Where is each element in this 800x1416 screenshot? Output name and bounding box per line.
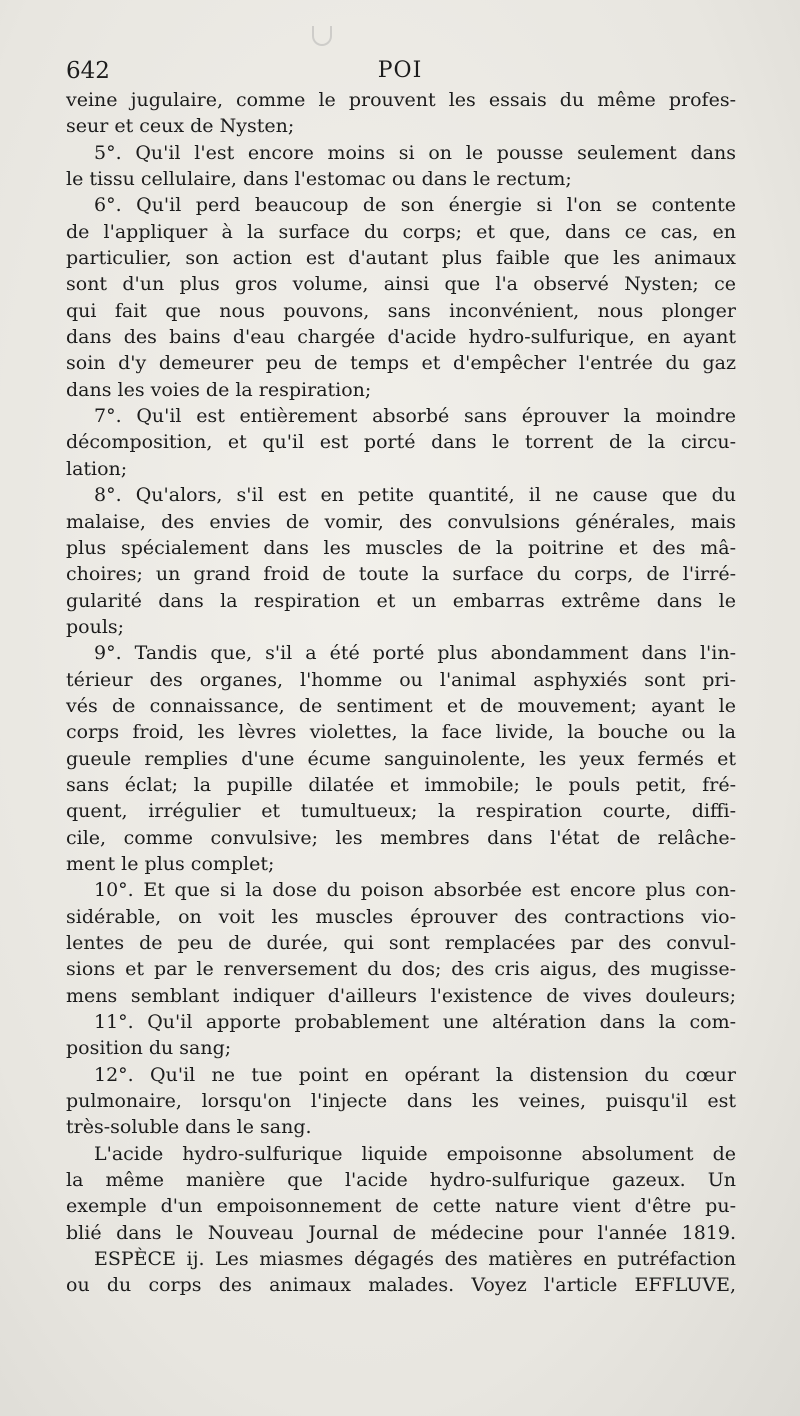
ink-stain	[312, 26, 332, 46]
text-line: très-soluble dans le sang.	[66, 1116, 312, 1139]
text-line: particulier, son action est d'autant plus faible que les animaux	[66, 247, 736, 270]
text-line: quent, irrégulier et tumultueux; la respiration courte, diffi-	[66, 800, 736, 823]
text-line: soin d'y demeurer peu de temps et d'empêcher l'entrée du gaz	[66, 352, 736, 375]
text-line: dans les voies de la respiration;	[66, 378, 372, 401]
text-line: de l'appliquer à la surface du corps; et que, dans ce cas, en	[66, 220, 736, 243]
text-line: gueule remplies d'une écume sanguinolente, les yeux fermés et	[66, 747, 736, 770]
text-line: veine jugulaire, comme le prouvent les essais du même profes-	[66, 89, 736, 111]
text-line: qui fait que nous pouvons, sans inconvénient, nous plonger	[66, 299, 736, 322]
text-line: cile, comme convulsive; les membres dans l'état de relâche-	[66, 826, 736, 849]
text-line: 12°. Qu'il ne tue point en opérant la distension du cœur	[94, 1063, 736, 1086]
text-line: 6°. Qu'il perd beaucoup de son énergie si l'on se contente	[94, 194, 736, 217]
text-line: le tissu cellulaire, dans l'estomac ou dans le rectum;	[66, 168, 572, 191]
text-line: gularité dans la respiration et un embarras extrême dans le	[66, 589, 736, 612]
text-line: plus spécialement dans les muscles de la poitrine et des mâ-	[66, 536, 736, 559]
text-line: sions et par le renversement du dos; des cris aigus, des mugisse-	[66, 958, 736, 981]
page-number: 642	[66, 58, 110, 84]
text-line: lentes de peu de durée, qui sont remplacées par des convul-	[66, 932, 736, 954]
text-line: sidérable, on voit les muscles éprouver des contractions vio-	[66, 905, 736, 928]
text-line: décomposition, et qu'il est porté dans le torrent de la circu-	[66, 431, 736, 454]
text-line: vés de connaissance, de sentiment et de mouvement; ayant le	[66, 694, 736, 717]
page-header	[66, 58, 734, 84]
text-line: ESPÈCE ij. Les miasmes dégagés des matières en putréfaction	[94, 1248, 736, 1271]
text-line: malaise, des envies de vomir, des convulsions générales, mais	[66, 510, 736, 533]
text-line: térieur des organes, l'homme ou l'animal asphyxiés sont pri-	[66, 668, 736, 691]
running-head: POI	[377, 58, 423, 83]
text-line: 5°. Qu'il l'est encore moins si on le pousse seulement dans	[94, 141, 736, 164]
text-line: pouls;	[66, 615, 125, 638]
text-line: dans des bains d'eau chargée d'acide hydro-sulfurique, en ayant	[66, 326, 736, 349]
text-line: exemple d'un empoisonnement de cette nature vient d'être pu-	[66, 1195, 736, 1218]
text-line: mens semblant indiquer d'ailleurs l'existence de vives douleurs;	[66, 984, 736, 1007]
text-line: seur et ceux de Nysten;	[66, 115, 295, 138]
text-line: ment le plus complet;	[66, 852, 275, 875]
text-line: la même manière que l'acide hydro-sulfurique gazeux. Un	[66, 1169, 736, 1192]
text-line: 10°. Et que si la dose du poison absorbée est encore plus con-	[94, 879, 736, 902]
text-line: 9°. Tandis que, s'il a été porté plus abondamment dans l'in-	[94, 642, 736, 665]
text-line: choires; un grand froid de toute la surface du corps, de l'irré-	[66, 563, 736, 586]
text-line: 11°. Qu'il apporte probablement une altération dans la com-	[94, 1011, 736, 1034]
text-line: ou du corps des animaux malades. Voyez l'article EFFLUVE,	[66, 1274, 736, 1297]
text-line: corps froid, les lèvres violettes, la face livide, la bouche ou la	[66, 721, 736, 744]
text-line: position du sang;	[66, 1037, 232, 1060]
text-line: lation;	[66, 457, 128, 480]
text-line: pulmonaire, lorsqu'on l'injecte dans les veines, puisqu'il est	[66, 1090, 736, 1113]
text-line: L'acide hydro-sulfurique liquide empoisonne absolument de	[94, 1142, 736, 1165]
text-line: blié dans le Nouveau Journal de médecine pour l'année 1819.	[66, 1221, 736, 1244]
text-line: sont d'un plus gros volume, ainsi que l'a observé Nysten; ce	[66, 273, 736, 296]
text-line: sans éclat; la pupille dilatée et immobile; le pouls petit, fré-	[66, 773, 736, 796]
text-line: 8°. Qu'alors, s'il est en petite quantité, il ne cause que du	[94, 484, 736, 507]
page-body	[66, 87, 736, 1299]
text-line: 7°. Qu'il est entièrement absorbé sans éprouver la moindre	[94, 405, 736, 428]
